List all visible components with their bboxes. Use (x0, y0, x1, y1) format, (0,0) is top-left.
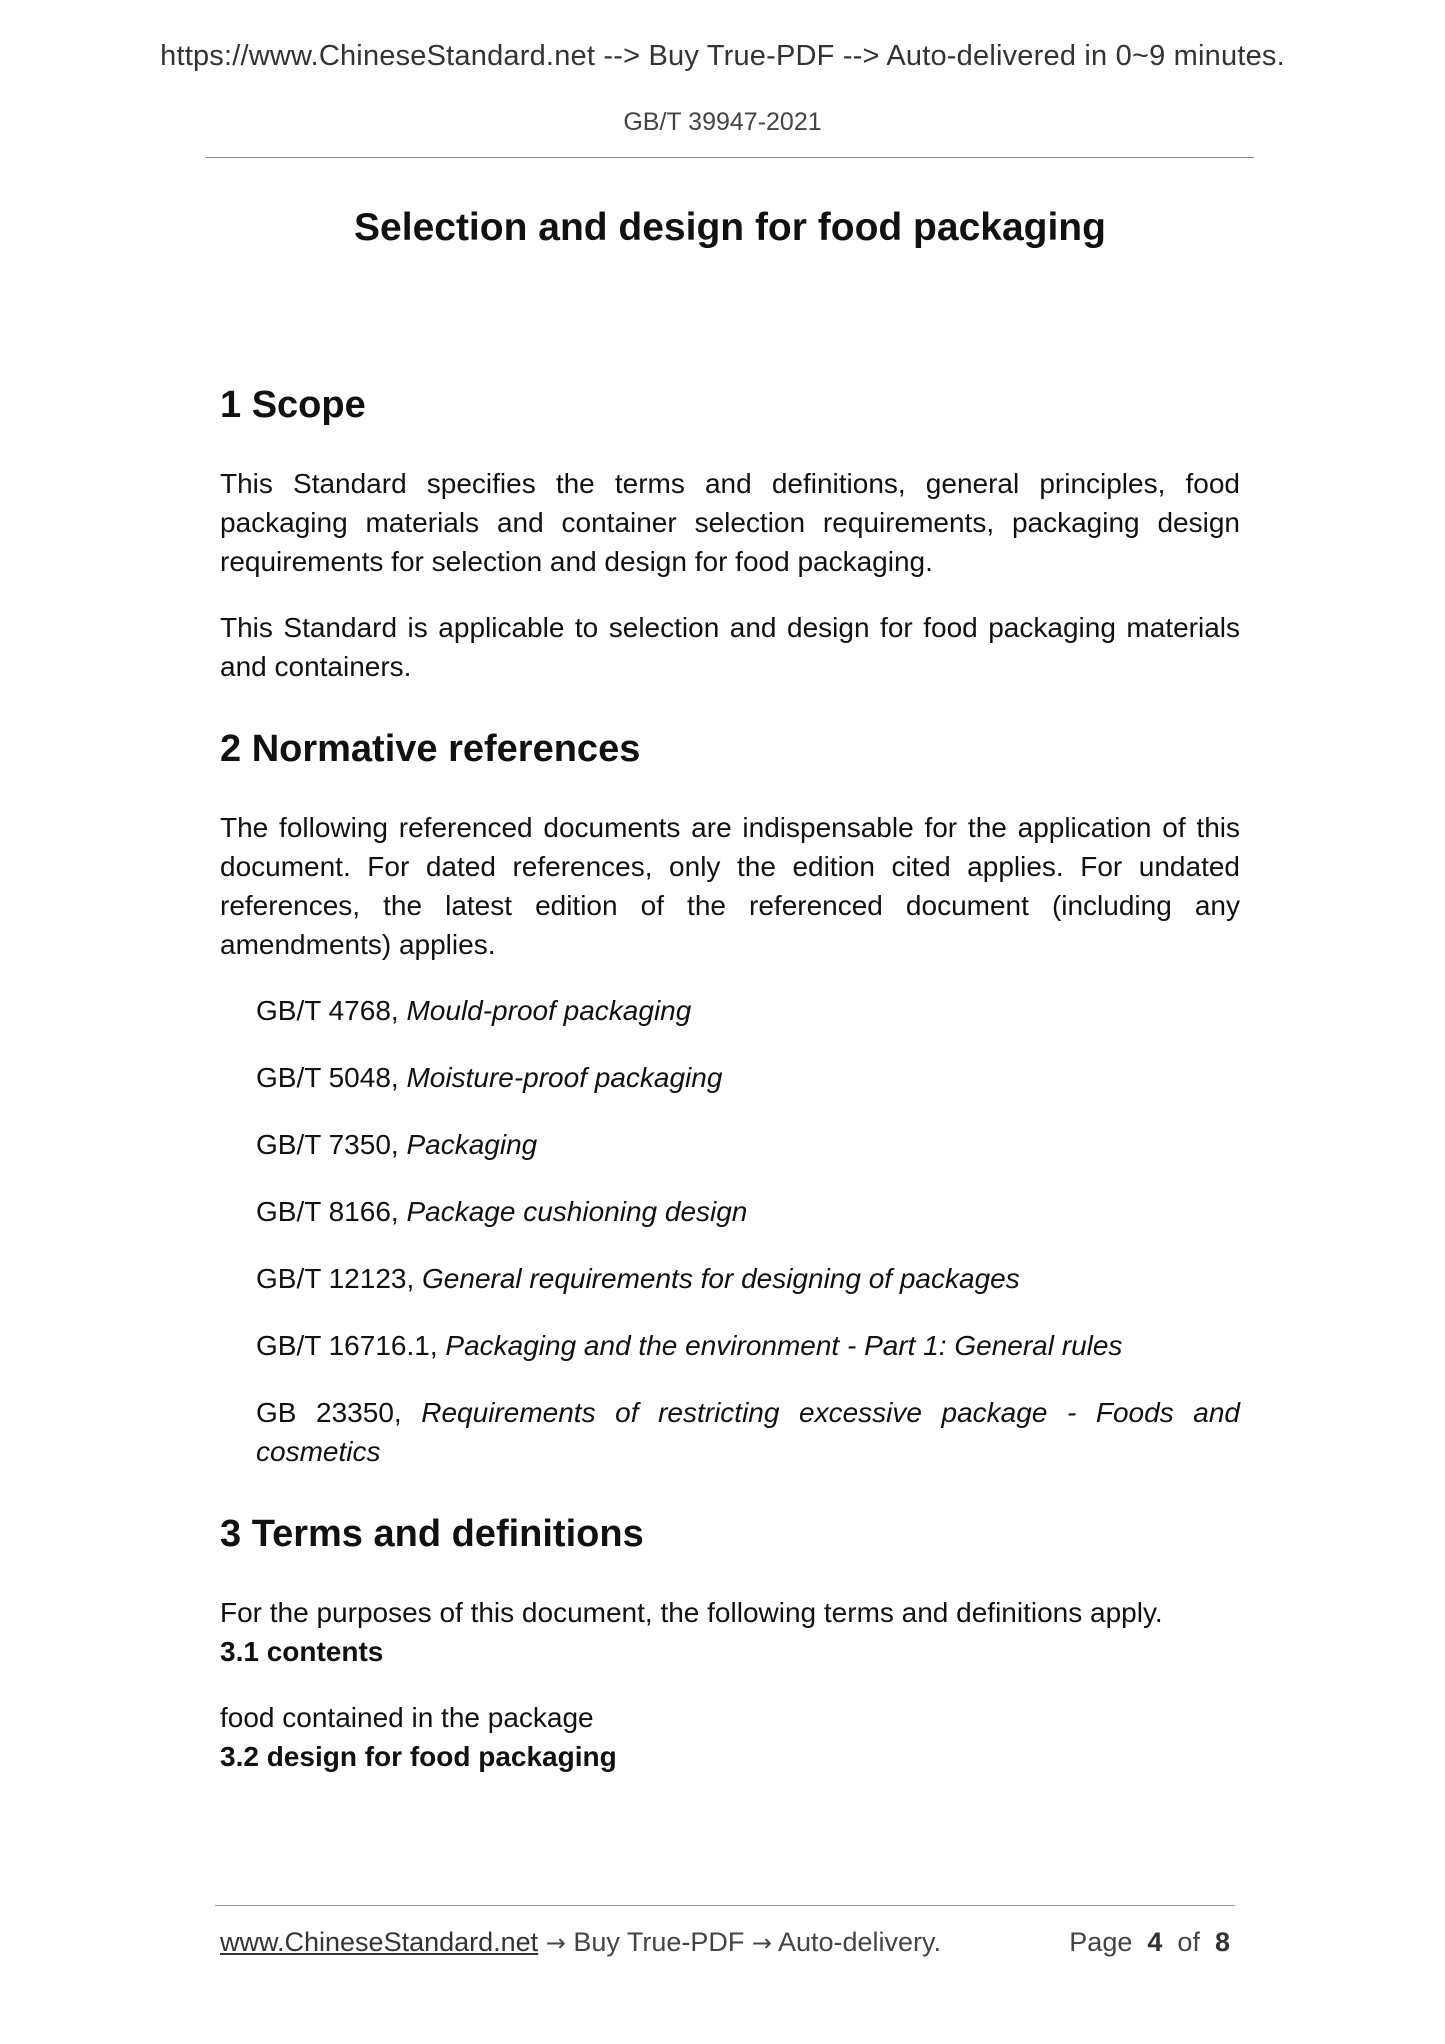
page-total: 8 (1214, 1927, 1230, 1957)
scope-paragraph-1: This Standard specifies the terms and definitions, general principles, food packaging materials and container selection requirements, packaging design requirements for selection and design for food packaging. (220, 468, 1240, 577)
page-of-label: of (1177, 1927, 1200, 1957)
section-heading-terms: 3 Terms and definitions (220, 1513, 644, 1555)
reference-item (256, 1393, 1240, 1471)
reference-title: Packaging (406, 1129, 538, 1160)
scope-paragraph-2: This Standard is applicable to selection and design for food packaging materials and containers. (220, 612, 1240, 682)
normative-paragraph: The following referenced documents are indispensable for the application of this document. For dated references, only the edition cited applies. For undated references, the latest edition of the referenced document (including any amendments) applies. (220, 812, 1240, 960)
header-divider (206, 157, 1254, 158)
footer-site-link[interactable]: www.ChineseStandard.net (220, 1927, 539, 1957)
section-heading-normative-references: 2 Normative references (220, 728, 641, 770)
reference-code: GB/T 5048, (256, 1062, 407, 1093)
arrow-right-icon: → (545, 1929, 566, 1957)
document-body (220, 200, 1240, 1776)
document-title: Selection and design for food packaging (354, 206, 1106, 249)
reference-item (256, 1259, 1240, 1298)
arrow-right-icon: → (751, 1929, 772, 1957)
term-heading-contents: 3.1 contents (220, 1636, 384, 1667)
reference-code: GB/T 4768, (256, 995, 407, 1026)
top-banner[interactable]: https://www.ChineseStandard.net --> Buy True-PDF --> Auto-delivered in 0~9 minutes. (160, 40, 1285, 72)
reference-title: Requirements of restricting excessive package - Foods and cosmetics (256, 1397, 1241, 1467)
term-definition-contents: food contained in the package (220, 1702, 594, 1733)
reference-item (256, 1192, 1240, 1231)
section-heading-scope: 1 Scope (220, 384, 366, 426)
reference-title: Package cushioning design (406, 1196, 748, 1227)
reference-code: GB/T 8166, (256, 1196, 407, 1227)
reference-list (220, 991, 1240, 1471)
reference-title: Packaging and the environment - Part 1: General rules (445, 1330, 1123, 1361)
page-label: Page (1069, 1927, 1133, 1957)
page-current: 4 (1147, 1927, 1163, 1957)
reference-item (256, 1058, 1240, 1097)
page-number (1069, 1927, 1230, 1958)
page-footer (220, 1927, 1230, 1958)
reference-item (256, 1125, 1240, 1164)
footer-buy-text: Buy True-PDF (565, 1927, 752, 1957)
reference-item (256, 991, 1240, 1030)
terms-paragraph: For the purposes of this document, the following terms and definitions apply. (220, 1597, 1163, 1628)
reference-code: GB/T 16716.1, (256, 1330, 446, 1361)
reference-item (256, 1326, 1240, 1365)
footer-divider (215, 1905, 1235, 1906)
reference-code: GB 23350, (256, 1397, 422, 1428)
document-code: GB/T 39947-2021 (623, 108, 822, 136)
reference-code: GB/T 7350, (256, 1129, 407, 1160)
term-heading-design: 3.2 design for food packaging (220, 1741, 617, 1772)
footer-delivery-text: Auto-delivery. (771, 1927, 942, 1957)
reference-code: GB/T 12123, (256, 1263, 423, 1294)
reference-title: Moisture-proof packaging (406, 1062, 723, 1093)
reference-title: Mould-proof packaging (406, 995, 692, 1026)
reference-title: General requirements for designing of packages (422, 1263, 1020, 1294)
